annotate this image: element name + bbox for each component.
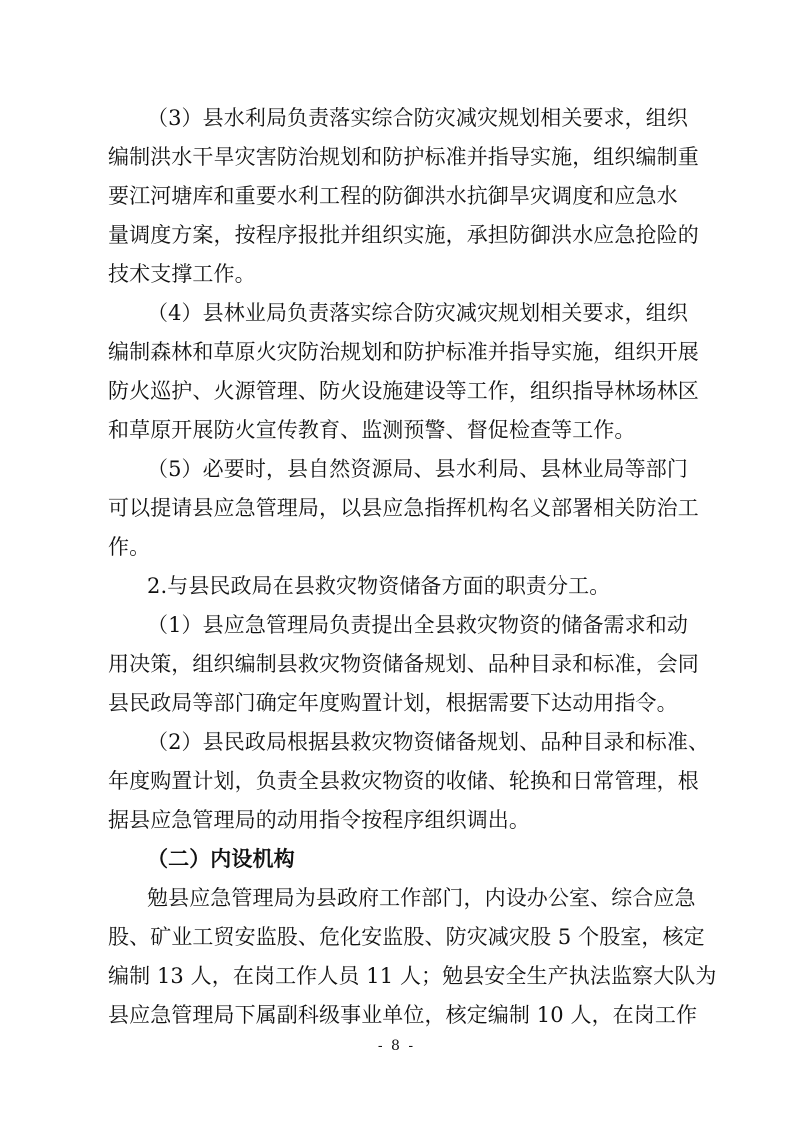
paragraph-line: 县民政局等部门确定年度购置计划，根据需要下达动用指令。 xyxy=(108,691,678,715)
paragraph-line: （1）县应急管理局负责提出全县救灾物资的储备需求和动 xyxy=(147,613,688,637)
paragraph-line: 防火巡护、火源管理、防火设施建设等工作，组织指导林场林区 xyxy=(108,379,699,403)
paragraph-line: 要江河塘库和重要水利工程的防御洪水抗御旱灾调度和应急水 xyxy=(108,184,678,208)
paragraph-line: 年度购置计划，负责全县救灾物资的收储、轮换和日常管理，根 xyxy=(108,769,699,793)
paragraph-line: 县应急管理局下属副科级事业单位，核定编制 10 人，在岗工作 xyxy=(108,1003,698,1027)
paragraph-line: 据县应急管理局的动用指令按程序组织调出。 xyxy=(108,808,530,832)
paragraph-line: 作。 xyxy=(108,535,151,559)
paragraph-line: 编制森林和草原火灾防治规划和防护标准并指导实施，组织开展 xyxy=(108,340,699,364)
paragraph-line: 和草原开展防火宣传教育、监测预警、督促检查等工作。 xyxy=(108,418,636,442)
paragraph-line: 编制 13 人，在岗工作人员 11 人；勉县安全生产执法监察大队为 xyxy=(108,964,717,988)
paragraph-line: 编制洪水干旱灾害防治规划和防护标准并指导实施，组织编制重 xyxy=(108,145,699,169)
page-number: - 8 - xyxy=(377,1038,416,1054)
paragraph-line: （5）必要时，县自然资源局、县水利局、县林业局等部门 xyxy=(147,457,688,481)
paragraph-line: （2）县民政局根据县救灾物资储备规划、品种目录和标准、 xyxy=(147,730,710,754)
section-line: 2.与县民政局在县救灾物资储备方面的职责分工。 xyxy=(147,574,611,598)
paragraph-line: 用决策，组织编制县救灾物资储备规划、品种目录和标准，会同 xyxy=(108,652,699,676)
paragraph-line: 股、矿业工贸安监股、危化安监股、防灾减灾股 5 个股室，核定 xyxy=(108,925,705,949)
paragraph-line: （4）县林业局负责落实综合防灾减灾规划相关要求，组织 xyxy=(147,301,688,325)
paragraph-line: 技术支撑工作。 xyxy=(108,262,256,286)
paragraph-line: 勉县应急管理局为县政府工作部门，内设办公室、综合应急 xyxy=(147,886,696,910)
section-heading: （二）内设机构 xyxy=(147,847,295,871)
paragraph-line: 量调度方案，按程序报批并组织实施，承担防御洪水应急抢险的 xyxy=(108,223,699,247)
paragraph-line: （3）县水利局负责落实综合防灾减灾规划相关要求，组织 xyxy=(147,106,688,130)
paragraph-line: 可以提请县应急管理局，以县应急指挥机构名义部署相关防治工 xyxy=(108,496,699,520)
